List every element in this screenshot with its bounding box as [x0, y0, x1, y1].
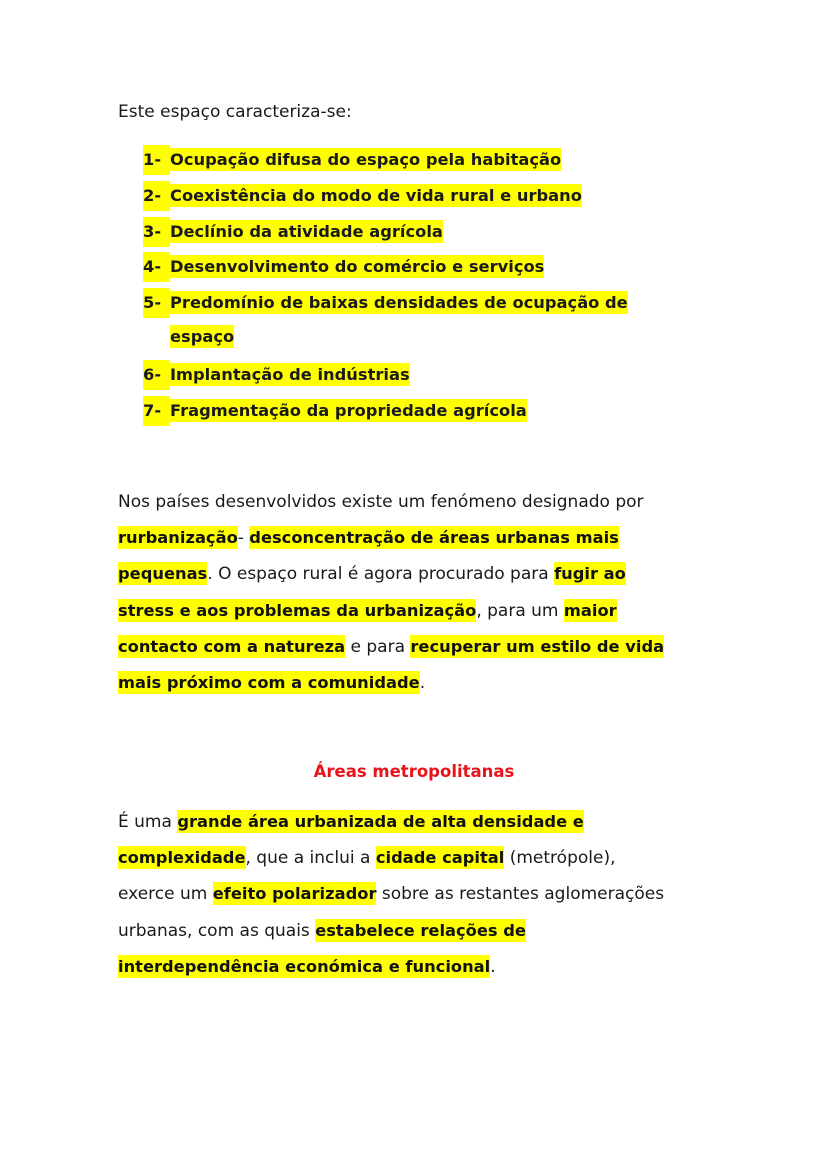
list-item: [143, 288, 628, 318]
text-segment: .: [419, 673, 426, 693]
text-segment: , que a inclui a: [245, 848, 376, 869]
highlighted-text: grande área urbanizada de alta densidade e: [177, 812, 584, 831]
highlighted-text: contacto com a natureza: [118, 636, 346, 656]
list-item-text: Declínio da atividade agrícola: [170, 221, 443, 241]
text-line: [118, 954, 496, 980]
list-item: [143, 324, 234, 350]
highlighted-text: cidade capital: [375, 848, 505, 868]
list-item-text: Coexistência do modo de vida rural e urbano: [170, 185, 582, 205]
highlighted-text: interdependência económica e funcional: [118, 956, 491, 976]
intro-text: Este espaço caracteriza-se:: [118, 102, 352, 122]
text-line: [118, 845, 615, 871]
text-segment: , para um: [476, 600, 564, 621]
text-segment: urbanas, com as quais: [118, 920, 316, 941]
list-item-number: 6-: [143, 360, 170, 390]
highlighted-text: rurbanização: [118, 528, 238, 548]
highlighted-text: complexidade: [118, 848, 246, 868]
highlighted-text: fugir ao: [554, 564, 626, 584]
list-item-number: 2-: [143, 181, 170, 211]
list-item-number: [143, 338, 170, 342]
section-heading: Áreas metropolitanas: [313, 762, 515, 781]
highlighted-text: efeito polarizador: [212, 884, 377, 904]
text-segment: sobre as restantes aglomerações: [376, 884, 665, 905]
text-line: [118, 634, 664, 660]
text-line: [118, 598, 617, 624]
list-item-text: Ocupação difusa do espaço pela habitação: [170, 150, 562, 169]
text-line: [118, 918, 526, 944]
text-segment: exerce um: [118, 884, 213, 905]
list-item-text: espaço: [170, 327, 235, 346]
text-line: [118, 525, 619, 551]
text-segment: . O espaço rural é agora procurado para: [207, 564, 555, 585]
text-segment: e para: [345, 636, 411, 657]
text-line: [118, 670, 425, 696]
text-line: [118, 561, 626, 587]
highlighted-text: stress e aos problemas da urbanização: [118, 600, 477, 620]
text-segment: -: [237, 528, 250, 549]
text-segment: É uma: [118, 812, 178, 832]
highlighted-text: estabelece relações de: [315, 920, 526, 940]
list-item-text: Desenvolvimento do comércio e serviços: [170, 257, 545, 277]
list-item: [143, 217, 443, 247]
list-item-number: 3-: [143, 217, 170, 247]
list-item: [143, 145, 561, 175]
text-line: [118, 489, 644, 515]
text-segment: .: [490, 956, 496, 977]
list-item-text: Fragmentação da propriedade agrícola: [170, 400, 527, 420]
list-item: [143, 360, 410, 390]
list-item: [143, 181, 582, 211]
text-segment: (metrópole),: [504, 848, 616, 869]
highlighted-text: mais próximo com a comunidade: [118, 673, 420, 692]
highlighted-text: desconcentração de áreas urbanas mais: [249, 528, 619, 548]
list-item-number: 7-: [143, 396, 170, 426]
highlighted-text: pequenas: [118, 564, 208, 584]
highlighted-text: recuperar um estilo de vida: [410, 636, 665, 656]
list-item-text: Predomínio de baixas densidades de ocupação de: [170, 293, 628, 313]
highlighted-text: maior: [563, 600, 617, 620]
list-item-number: 4-: [143, 252, 170, 282]
list-item: [143, 252, 544, 282]
text-segment: Nos países desenvolvidos existe um fenómeno designado por: [118, 492, 644, 512]
list-item: [143, 396, 527, 426]
list-item-text: Implantação de indústrias: [170, 364, 410, 384]
text-line: [118, 809, 584, 835]
list-item-number: 5-: [143, 288, 170, 318]
text-line: [118, 881, 664, 907]
list-item-number: 1-: [143, 145, 170, 175]
